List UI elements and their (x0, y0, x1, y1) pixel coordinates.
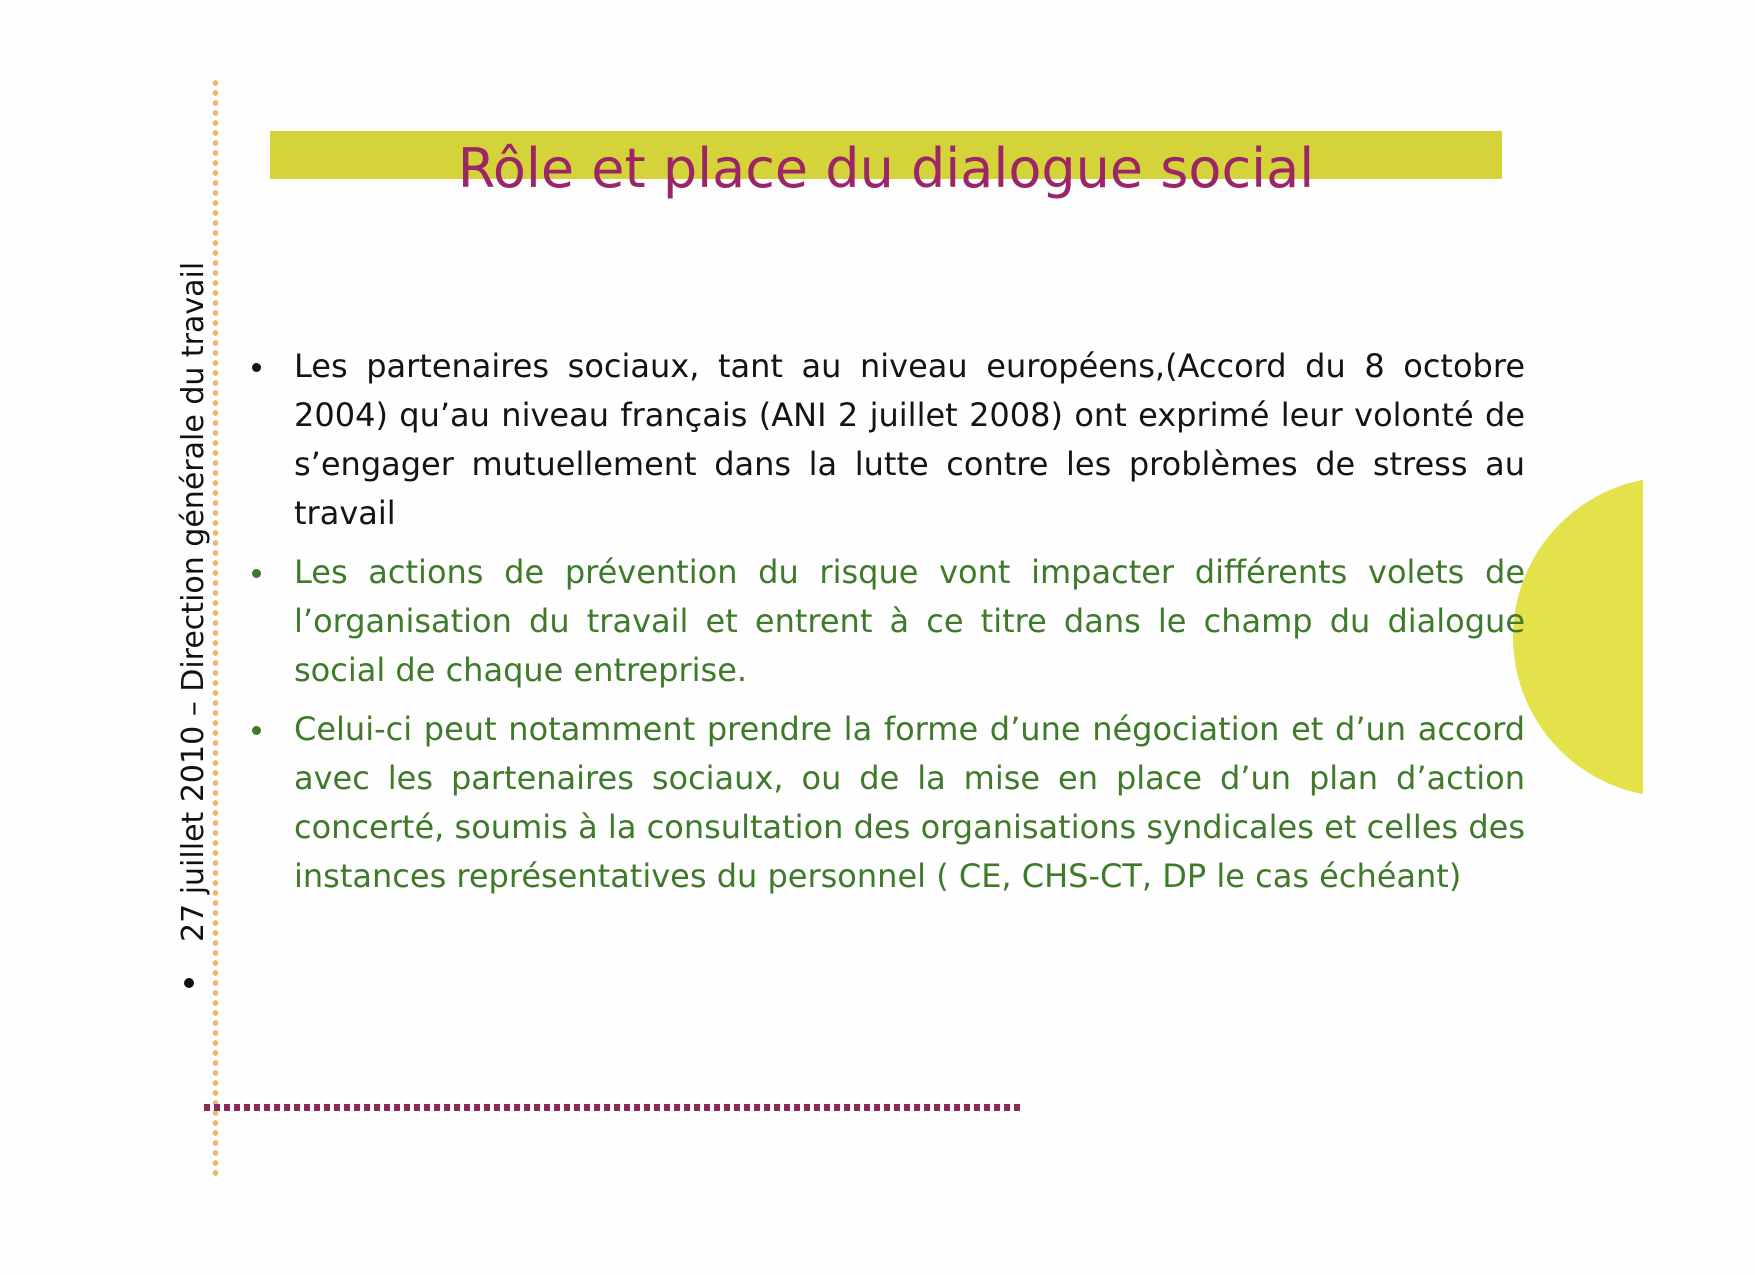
list-item (240, 548, 1525, 695)
list-item (240, 705, 1525, 901)
bullet-list (240, 342, 1525, 911)
bullet-dot (252, 569, 261, 578)
horizontal-dotted-line (204, 1103, 1024, 1113)
side-bullet-dot (184, 978, 194, 988)
bullet-text: Les partenaires sociaux, tant au niveau européens,(Accord du 8 octobre 2004) qu’au niveau français (ANI 2 juillet 2008) ont exprimé leur volonté de s’engager mutuellement dans la lutte contre les problèmes de stress au travail (294, 347, 1525, 532)
bullet-dot (252, 726, 261, 735)
bullet-dot (252, 363, 261, 372)
side-date-label: 27 juillet 2010 – Direction générale du travail (176, 261, 211, 942)
decorative-half-circle (1513, 477, 1755, 797)
slide-title: Rôle et place du dialogue social (457, 137, 1315, 200)
list-item (240, 342, 1525, 538)
bullet-text: Les actions de prévention du risque vont impacter différents volets de l’organisation du travail et entrent à ce titre dans le champ du dialogue social de chaque entreprise. (294, 553, 1525, 689)
bullet-text: Celui-ci peut notamment prendre la forme d’une négociation et d’un accord avec les partenaires sociaux, ou de la mise en place d’un plan d’action concerté, soumis à la consultation des organisations syndicales et celles des instances représentatives du personnel ( CE, CHS-CT, DP le cas échéant) (294, 710, 1525, 895)
